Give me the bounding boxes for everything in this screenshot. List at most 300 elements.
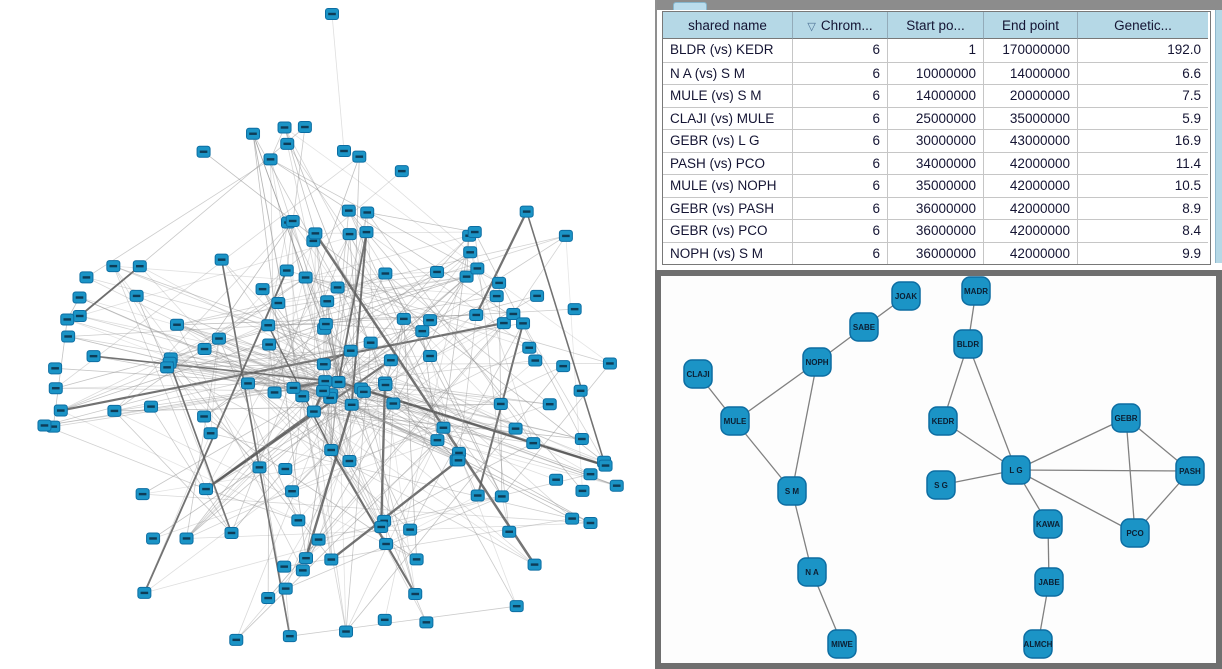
node-microlabel [232,639,240,641]
network-node[interactable] [317,359,330,370]
table-row[interactable] [663,197,1210,220]
cell-value[interactable]: 35000000 [887,174,983,197]
network-node[interactable] [256,284,269,295]
node-microlabel [326,397,334,399]
node-microlabel [321,380,329,382]
network-node[interactable] [342,205,355,216]
network-node[interactable] [424,315,437,326]
node-microlabel [215,337,223,339]
node-microlabel [423,621,431,623]
cell-value[interactable]: 8.4 [1077,219,1208,242]
network-node[interactable] [107,261,120,272]
network-edge-gebr-pco [1126,418,1135,533]
network-node[interactable] [321,296,334,307]
network-node[interactable] [584,469,597,480]
column-header-genetic[interactable] [1077,12,1208,39]
cell-value[interactable]: 6 [792,242,887,265]
cell-value[interactable]: 36000000 [887,242,983,265]
cell-value[interactable]: 10000000 [887,62,983,85]
node-label: MADR [964,287,988,296]
node-microlabel [133,295,141,297]
node-microlabel [334,286,342,288]
network-node[interactable] [510,601,523,612]
node-microlabel [529,442,537,444]
cell-value[interactable]: 10.5 [1077,174,1208,197]
network-node[interactable] [281,138,294,149]
network-node[interactable] [550,474,563,485]
network-node[interactable] [603,358,616,369]
node-label: JOAK [894,292,918,301]
column-header-chrom[interactable] [792,12,887,39]
cell-shared-name[interactable]: GEBR (vs) PASH [663,197,792,220]
network-node[interactable] [272,298,285,309]
network-node[interactable] [145,401,158,412]
node-microlabel [340,150,348,152]
network-node[interactable] [80,272,93,283]
cell-value[interactable]: 6.6 [1077,62,1208,85]
cell-value[interactable]: 5.9 [1077,107,1208,130]
network-node[interactable] [38,420,51,431]
network-node[interactable] [309,228,322,239]
network-node[interactable] [264,154,277,165]
node-microlabel [289,220,297,222]
node-microlabel [139,493,147,495]
network-node[interactable] [197,146,210,157]
network-node-bldr[interactable] [954,330,982,358]
node-microlabel [310,410,318,412]
cell-value[interactable]: 6 [792,152,887,175]
network-node[interactable] [410,554,423,565]
network-node[interactable] [574,385,587,396]
cell-value[interactable]: 6 [792,107,887,130]
node-microlabel [495,282,503,284]
network-node[interactable] [575,433,588,444]
network-node[interactable] [312,534,325,545]
network-node[interactable] [136,489,149,500]
network-node[interactable] [138,587,151,598]
network-node[interactable] [568,304,581,315]
cell-shared-name[interactable]: GEBR (vs) PCO [663,219,792,242]
network-node[interactable] [307,406,320,417]
network-node[interactable] [528,559,541,570]
network-edge [44,425,206,489]
network-node[interactable] [278,561,291,572]
table-row[interactable] [663,174,1210,197]
network-node-pash[interactable] [1176,457,1204,485]
node-microlabel [505,531,513,533]
column-header-label: Chrom... [820,18,873,33]
node-microlabel [141,592,149,594]
node-microlabel [281,126,289,128]
network-node[interactable] [343,456,356,467]
cell-value[interactable]: 11.4 [1077,152,1208,175]
network-node[interactable] [242,378,255,389]
network-node[interactable] [296,565,309,576]
network-node[interactable] [416,326,429,337]
network-node[interactable] [317,385,330,396]
cell-value[interactable]: 170000000 [983,39,1077,62]
network-node[interactable] [147,533,160,544]
node-microlabel [173,324,181,326]
network-node[interactable] [531,290,544,301]
node-microlabel [587,473,595,475]
cell-shared-name[interactable]: MULE (vs) NOPH [663,174,792,197]
network-node[interactable] [409,588,422,599]
network-node[interactable] [253,462,266,473]
network-node[interactable] [527,438,540,449]
network-node[interactable] [200,484,213,495]
node-microlabel [613,484,621,486]
node-label: L G [1009,466,1023,475]
node-microlabel [363,231,371,233]
network-node[interactable] [379,268,392,279]
network-node[interactable] [338,146,351,157]
network-node[interactable] [471,263,484,274]
cell-value[interactable]: 25000000 [887,107,983,130]
network-node-gebr[interactable] [1112,404,1140,432]
network-node-n-a[interactable] [798,558,826,586]
cell-shared-name[interactable]: BLDR (vs) KEDR [670,42,774,57]
cell-value[interactable]: 36000000 [887,197,983,220]
network-node[interactable] [452,455,465,466]
cell-value[interactable]: 42000000 [983,242,1077,265]
network-node[interactable] [325,445,338,456]
network-edge [315,232,474,233]
node-microlabel [455,452,463,454]
network-node[interactable] [279,463,292,474]
table-row[interactable] [663,62,1210,85]
node-microlabel [41,424,49,426]
node-microlabel [275,302,283,304]
network-node[interactable] [331,282,344,293]
node-microlabel [57,409,65,411]
cell-value[interactable]: 7.5 [1077,84,1208,107]
network-node[interactable] [73,310,86,321]
network-node[interactable] [344,345,357,356]
network-node[interactable] [247,128,260,139]
network-node[interactable] [494,398,507,409]
network-node[interactable] [49,383,62,394]
network-node-kedr[interactable] [929,407,957,435]
network-node[interactable] [325,554,338,565]
cell-value[interactable]: 6 [792,62,887,85]
network-node-sabe[interactable] [850,313,878,341]
node-microlabel [301,126,309,128]
network-node[interactable] [404,524,417,535]
cell-shared-name[interactable]: GEBR (vs) L G [663,129,792,152]
cell-value[interactable]: 42000000 [983,219,1077,242]
node-microlabel [382,543,390,545]
network-node[interactable] [364,337,377,348]
network-node[interactable] [198,411,211,422]
network-node[interactable] [490,291,503,302]
network-node[interactable] [379,380,392,391]
network-node[interactable] [343,229,356,240]
node-microlabel [202,488,210,490]
network-node[interactable] [268,387,281,398]
column-header-label: Start po... [906,18,965,33]
cell-value[interactable]: 30000000 [887,129,983,152]
node-microlabel [546,403,554,405]
network-node[interactable] [384,355,397,366]
network-node-joak[interactable] [892,282,920,310]
network-node[interactable] [378,614,391,625]
network-node[interactable] [397,313,410,324]
network-node[interactable] [326,9,339,20]
cell-value[interactable]: 34000000 [887,152,983,175]
network-node[interactable] [161,362,174,373]
network-node[interactable] [170,319,183,330]
network-edge [253,134,352,405]
filter-icon[interactable]: ▽ [807,21,816,33]
network-node[interactable] [395,166,408,177]
network-node[interactable] [278,122,291,133]
network-node[interactable] [180,533,193,544]
node-microlabel [76,315,84,317]
node-label: GEBR [1114,414,1138,423]
table-panel [655,0,1222,270]
network-node[interactable] [420,617,433,628]
node-microlabel [474,267,482,269]
network-node-jabe[interactable] [1035,568,1063,596]
node-microlabel [52,387,60,389]
scrollbar-thumb[interactable] [1215,10,1222,263]
network-node[interactable] [292,515,305,526]
cell-value[interactable]: 6 [792,39,887,62]
network-node-kawa[interactable] [1034,510,1062,538]
network-node-almch[interactable] [1024,630,1053,658]
network-node[interactable] [340,626,353,637]
network-node[interactable] [225,527,238,538]
cell-value[interactable]: 6 [792,174,887,197]
network-node[interactable] [468,227,481,238]
network-node[interactable] [280,265,293,276]
network-node[interactable] [332,376,345,387]
node-microlabel [510,313,518,315]
cell-value[interactable]: 16.9 [1077,129,1208,152]
node-microlabel [299,395,307,397]
node-microlabel [83,276,91,278]
network-node[interactable] [353,151,366,162]
network-node[interactable] [360,227,373,238]
network-node[interactable] [523,342,536,353]
network-node[interactable] [543,399,556,410]
tab-fragment[interactable] [673,2,707,10]
column-header-shared-name[interactable] [663,12,792,39]
network-node[interactable] [54,405,67,416]
network-edge-noph-s-m [792,362,817,491]
node-microlabel [346,233,354,235]
cell-value[interactable]: 35000000 [983,107,1077,130]
node-microlabel [579,490,587,492]
network-node[interactable] [287,382,300,393]
node-label: KAWA [1036,520,1060,529]
node-microlabel [493,295,501,297]
network-node[interactable] [424,351,437,362]
node-microlabel [355,155,363,157]
cell-shared-name[interactable]: PASH (vs) PCO [663,152,792,175]
network-node-s-m[interactable] [778,477,806,505]
network-node[interactable] [215,254,228,265]
table-row[interactable] [663,219,1210,242]
cell-value[interactable]: 8.9 [1077,197,1208,220]
column-header-start-po[interactable] [887,12,983,39]
table-row[interactable] [663,129,1210,152]
cell-value[interactable]: 42000000 [983,174,1077,197]
node-microlabel [283,269,291,271]
network-node[interactable] [198,344,211,355]
node-label: N A [805,568,819,577]
network-node[interactable] [212,333,225,344]
cell-value[interactable]: 6 [792,219,887,242]
cell-shared-name[interactable]: NOPH (vs) S M [663,242,792,265]
node-microlabel [283,143,291,145]
edge-attribute-table[interactable] [662,11,1211,265]
network-node[interactable] [283,631,296,642]
node-microlabel [90,355,98,357]
cell-shared-name[interactable]: MULE (vs) S M [663,84,792,107]
node-microlabel [347,350,355,352]
network-node[interactable] [503,526,516,537]
cell-value[interactable]: 14000000 [887,84,983,107]
table-row[interactable] [663,107,1210,130]
network-node[interactable] [431,435,444,446]
network-node-l-g[interactable] [1002,456,1030,484]
column-header-label: shared name [688,18,767,33]
column-header-label: End point [1001,18,1060,33]
network-node[interactable] [566,513,579,524]
network-node[interactable] [431,266,444,277]
network-node[interactable] [299,272,312,283]
network-view-sub[interactable] [661,276,1216,663]
network-node[interactable] [262,593,275,604]
network-node-s-g[interactable] [927,471,955,499]
network-node[interactable] [471,490,484,501]
network-node[interactable] [529,355,542,366]
cell-value[interactable]: 43000000 [983,129,1077,152]
node-microlabel [472,314,480,316]
cell-value[interactable]: 192.0 [1077,39,1208,62]
network-node[interactable] [387,398,400,409]
network-node[interactable] [380,538,393,549]
network-node[interactable] [517,318,530,329]
node-microlabel [328,558,336,560]
network-node-madr[interactable] [962,277,990,305]
network-node[interactable] [262,320,275,331]
cell-value[interactable]: 1 [887,39,983,62]
node-microlabel [342,630,350,632]
node-microlabel [363,211,371,213]
node-microlabel [531,563,539,565]
node-microlabel [111,410,119,412]
network-node[interactable] [286,486,299,497]
cell-value[interactable]: 42000000 [983,152,1077,175]
network-node[interactable] [49,363,62,374]
node-microlabel [271,391,279,393]
node-label: PCO [1126,529,1144,538]
cell-value[interactable]: 6 [792,129,887,152]
network-node[interactable] [610,480,623,491]
network-node[interactable] [357,386,370,397]
network-node[interactable] [437,422,450,433]
network-node[interactable] [584,517,597,528]
network-node[interactable] [62,331,75,342]
cell-shared-name[interactable]: CLAJI (vs) MULE [663,107,792,130]
network-node-claji[interactable] [684,360,712,388]
cell-shared-name[interactable]: N A (vs) S M [663,62,792,85]
network-node[interactable] [130,290,143,301]
node-microlabel [320,363,328,365]
network-node[interactable] [345,399,358,410]
node-microlabel [411,593,419,595]
network-node[interactable] [87,351,100,362]
network-node[interactable] [204,428,217,439]
network-node[interactable] [61,314,74,325]
node-microlabel [426,319,434,321]
node-microlabel [310,240,318,242]
network-node[interactable] [298,122,311,133]
network-node[interactable] [520,206,533,217]
cell-value[interactable]: 6 [792,197,887,220]
network-node[interactable] [133,261,146,272]
network-node[interactable] [300,553,313,564]
node-label: BLDR [956,340,980,349]
network-node-miwe[interactable] [828,630,856,658]
table-row[interactable] [663,152,1210,175]
node-microlabel [568,517,576,519]
network-node[interactable] [495,491,508,502]
network-node[interactable] [286,215,299,226]
network-node[interactable] [599,460,612,471]
network-node[interactable] [557,361,570,372]
node-microlabel [577,390,585,392]
network-node[interactable] [576,485,589,496]
node-microlabel [149,537,157,539]
network-node[interactable] [73,292,86,303]
network-node[interactable] [464,247,477,258]
network-node[interactable] [361,207,374,218]
network-node[interactable] [263,339,276,350]
cell-value[interactable]: 14000000 [983,62,1077,85]
cell-value[interactable]: 6 [792,84,887,107]
node-microlabel [531,359,539,361]
column-header-end-point[interactable] [983,12,1077,39]
network-node-pco[interactable] [1121,519,1149,547]
network-node-mule[interactable] [721,407,749,435]
network-node[interactable] [559,230,572,241]
cell-value[interactable]: 42000000 [983,197,1077,220]
network-edge [527,212,604,462]
network-node[interactable] [509,423,522,434]
network-node[interactable] [279,583,292,594]
cell-value[interactable]: 36000000 [887,219,983,242]
network-node[interactable] [230,634,243,645]
network-node[interactable] [493,277,506,288]
table-row[interactable] [663,39,1210,62]
table-row[interactable] [663,84,1210,107]
node-microlabel [382,384,390,386]
node-microlabel [474,494,482,496]
cell-value[interactable]: 9.9 [1077,242,1208,265]
network-node[interactable] [470,309,483,320]
network-node[interactable] [108,405,121,416]
cell-value[interactable]: 20000000 [983,84,1077,107]
network-node[interactable] [319,319,332,330]
node-microlabel [418,330,426,332]
network-node-noph[interactable] [803,348,831,376]
table-row[interactable] [663,242,1210,265]
network-node[interactable] [375,521,388,532]
